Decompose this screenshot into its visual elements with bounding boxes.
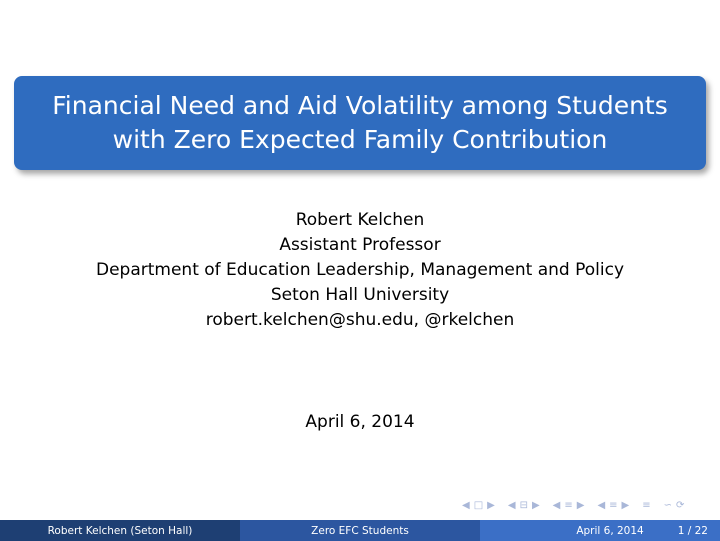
footer-short-title: Zero EFC Students <box>240 520 480 541</box>
title-box <box>14 76 706 170</box>
footer-right <box>480 520 720 541</box>
nav-prev-subsection-icon[interactable]: ◀ <box>507 500 516 511</box>
nav-appendix-icon[interactable]: ≡ <box>642 500 651 511</box>
author-institution: Seton Hall University <box>270 285 450 305</box>
nav-back-icon[interactable]: ∽ <box>663 500 673 511</box>
footer-bar <box>0 520 720 541</box>
nav-next-section-icon[interactable]: ▶ <box>576 500 585 511</box>
nav-first-icon[interactable]: ◀ <box>462 500 470 511</box>
author-position: Assistant Professor <box>279 235 441 255</box>
beamer-navigation-bar <box>462 499 684 513</box>
nav-next-subsection-icon[interactable]: ▶ <box>531 500 540 511</box>
author-name: Robert Kelchen <box>295 210 425 230</box>
author-contact: robert.kelchen@shu.edu, @rkelchen <box>205 310 515 330</box>
nav-frame-icon[interactable]: □ <box>473 500 484 511</box>
nav-search-icon[interactable]: ⟳ <box>676 500 685 511</box>
nav-next-doc-icon[interactable]: ▶ <box>621 500 630 511</box>
nav-doc-icon[interactable]: ≡ <box>609 500 618 511</box>
author-department: Department of Education Leadership, Management and Policy <box>95 260 625 280</box>
nav-prev-section-icon[interactable]: ◀ <box>552 500 561 511</box>
nav-section-icon[interactable]: ≡ <box>564 500 573 511</box>
footer-author: Robert Kelchen (Seton Hall) <box>0 520 240 541</box>
footer-date: April 6, 2014 <box>576 524 644 537</box>
nav-subsection-icon[interactable]: ⊟ <box>519 500 528 511</box>
footer-page-number: 1 / 22 <box>677 524 708 537</box>
nav-prev-doc-icon[interactable]: ◀ <box>597 500 606 511</box>
author-block <box>0 208 720 333</box>
presentation-date: April 6, 2014 <box>305 412 415 432</box>
title-line-2: with Zero Expected Family Contribution <box>112 125 608 154</box>
nav-next-frame-icon[interactable]: ▶ <box>487 500 495 511</box>
title-line-1: Financial Need and Aid Volatility among Students <box>52 91 668 120</box>
